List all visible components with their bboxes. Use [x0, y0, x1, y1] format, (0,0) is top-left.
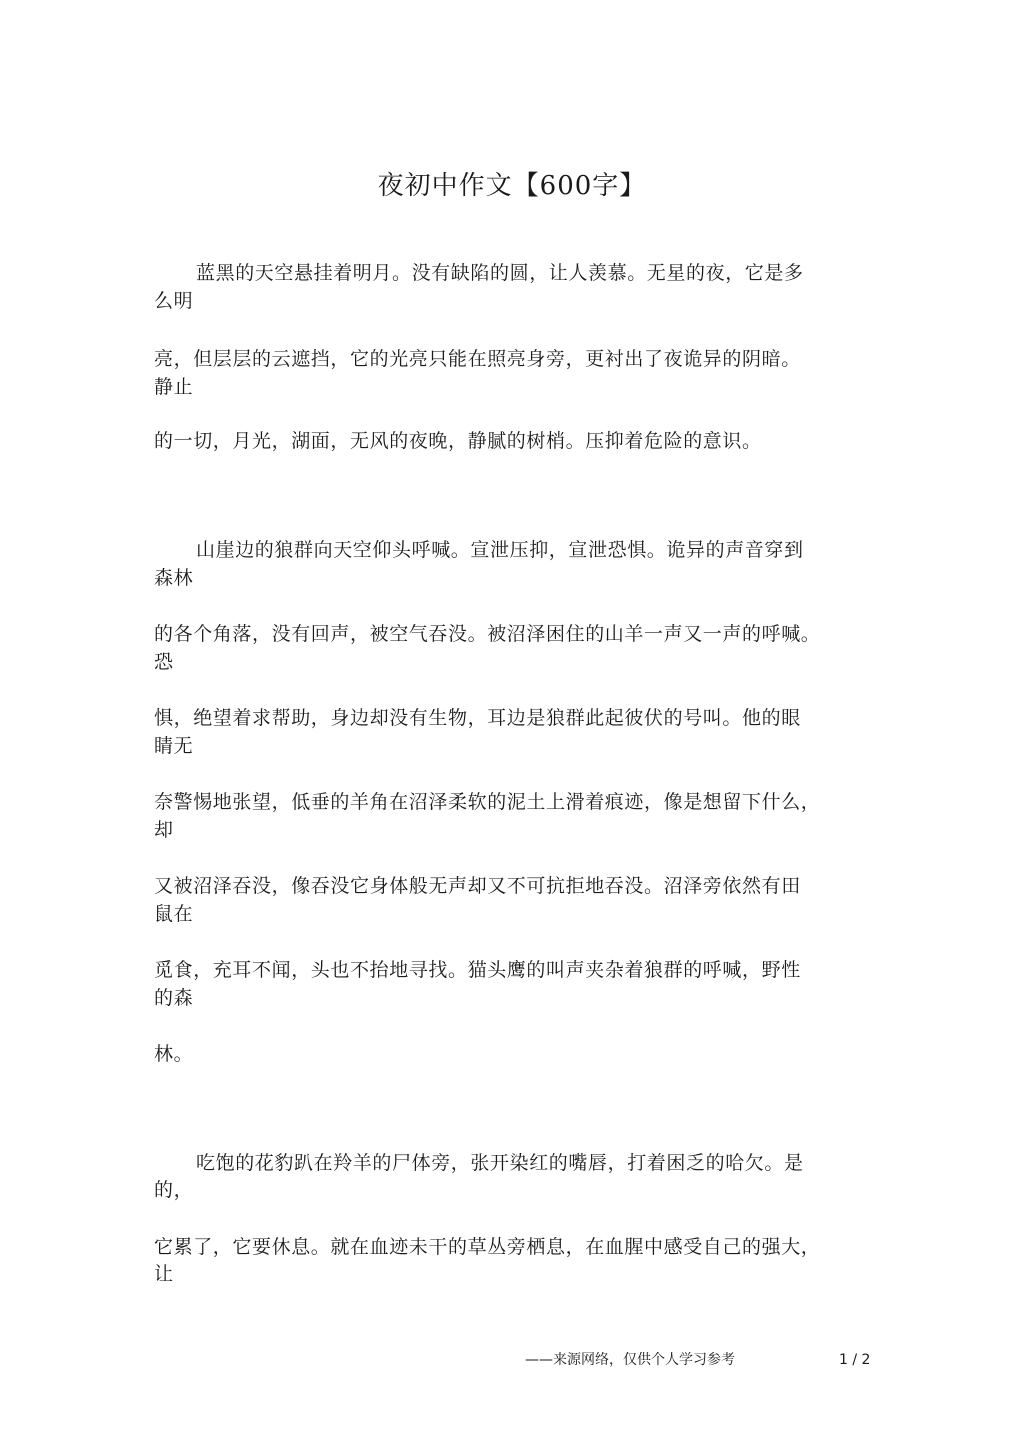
- page-number: 1 / 2: [839, 1352, 871, 1368]
- paragraph-2-line-4: 恐: [154, 651, 174, 673]
- paragraph-2-line-8: 却: [154, 819, 174, 841]
- paragraph-3-line-1: 吃饱的花豹趴在羚羊的尸体旁，张开染红的嘴唇，打着困乏的哈欠。是: [196, 1152, 804, 1174]
- paragraph-2-line-7: 奈警惕地张望，低垂的羊角在沼泽柔软的泥土上滑着痕迹，像是想留下什么，: [154, 791, 821, 813]
- paragraph-2-line-1: 山崖边的狼群向天空仰头呼喊。宣泄压抑，宣泄恐惧。诡异的声音穿到: [196, 539, 804, 561]
- paragraph-2-line-9: 又被沼泽吞没，像吞没它身体般无声却又不可抗拒地吞没。沼泽旁依然有田: [154, 875, 801, 897]
- paragraph-2-line-5: 惧，绝望着求帮助，身边却没有生物，耳边是狼群此起彼伏的号叫。他的眼: [154, 707, 801, 729]
- paragraph-1-line-4: 静止: [154, 376, 194, 398]
- paragraph-3-line-2: 的，: [154, 1179, 194, 1201]
- paragraph-1-line-5: 的一切，月光，湖面，无风的夜晚，静腻的树梢。压抑着危险的意识。: [154, 430, 762, 452]
- document-title: 夜初中作文【600字】: [377, 171, 647, 201]
- paragraph-2-line-3: 的各个角落，没有回声，被空气吞没。被沼泽困住的山羊一声又一声的呼喊。: [154, 623, 821, 645]
- paragraph-2-line-2: 森林: [154, 567, 194, 589]
- paragraph-2-line-12: 的森: [154, 987, 194, 1009]
- paragraph-1-line-3: 亮，但层层的云遮挡，它的光亮只能在照亮身旁，更衬出了夜诡异的阴暗。: [154, 348, 801, 370]
- paragraph-2-line-10: 鼠在: [154, 903, 194, 925]
- paragraph-2-line-11: 觅食，充耳不闻，头也不抬地寻找。猫头鹰的叫声夹杂着狼群的呼喊，野性: [154, 959, 801, 981]
- paragraph-1-line-2: 么明: [154, 290, 194, 312]
- paragraph-1-line-1: 蓝黑的天空悬挂着明月。没有缺陷的圆，让人羡慕。无星的夜，它是多: [196, 262, 804, 284]
- footer-source-note: ——来源网络，仅供个人学习参考: [525, 1352, 735, 1368]
- paragraph-3-line-4: 让: [154, 1263, 174, 1285]
- paragraph-3-line-3: 它累了，它要休息。就在血迹未干的草丛旁栖息，在血腥中感受自己的强大，: [154, 1236, 821, 1258]
- paragraph-2-line-13: 林。: [154, 1043, 194, 1065]
- paragraph-2-line-6: 睛无: [154, 735, 194, 757]
